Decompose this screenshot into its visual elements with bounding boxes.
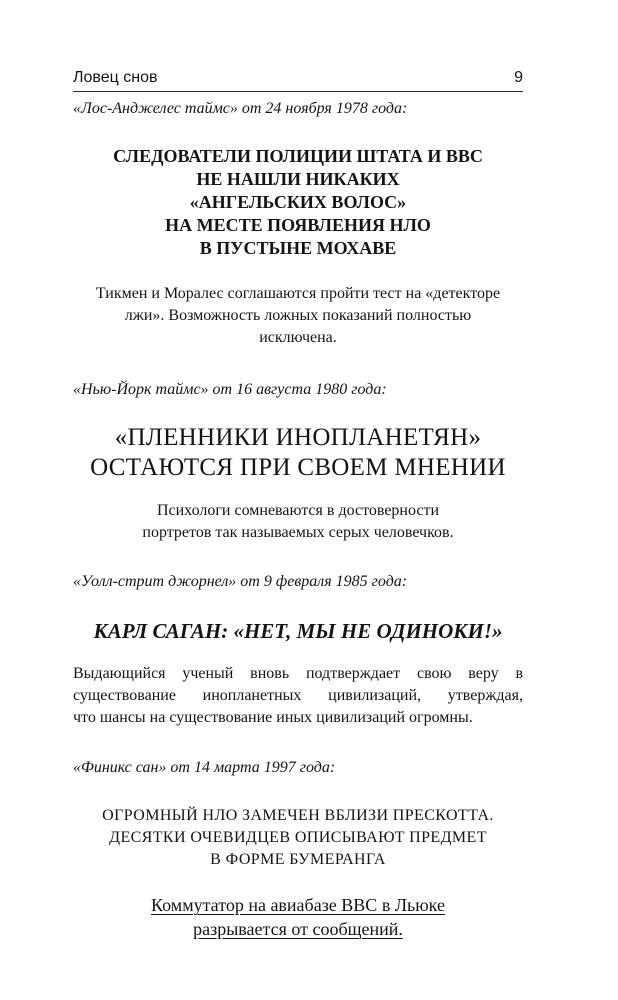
- headline-line: НА МЕСТЕ ПОЯВЛЕНИЯ НЛО: [165, 215, 431, 235]
- underlined-line: Коммутатор на авиабазе ВВС в Льюке: [151, 895, 445, 915]
- subtext-phoenix-sun: [73, 893, 523, 941]
- paragraph-line: существование инопланетных цивилизаций, утверждая,: [73, 687, 523, 704]
- subtext-line: Психологи сомневаются в достоверности: [156, 502, 440, 519]
- source-wsj: «Уолл-стрит джорнел» от 9 февраля 1985 года:: [73, 573, 408, 590]
- subtext-ny-times: [73, 500, 523, 544]
- subtext-line: лжи». Возможность ложных показаний полностью: [124, 307, 472, 324]
- subtext-line: Тикмен и Моралес соглашаются пройти тест на «детекторе: [95, 285, 501, 302]
- headline-line: НЕ НАШЛИ НИКАКИХ: [196, 169, 400, 189]
- headline-line: В ПУСТЫНЕ МОХАВЕ: [199, 238, 397, 258]
- headline-line: ОГРОМНЫЙ НЛО ЗАМЕЧЕН ВБЛИЗИ ПРЕСКОТТА.: [102, 807, 494, 824]
- running-header: [73, 68, 523, 92]
- subtext-line: исключена.: [259, 329, 337, 346]
- book-page: [73, 68, 523, 941]
- paragraph-wsj: [73, 663, 523, 729]
- paragraph-line: что шансы на существование иных цивилизаций огромны.: [73, 709, 473, 726]
- page-number: 9: [514, 69, 523, 86]
- headline-line: «АНГЕЛЬСКИХ ВОЛОС»: [189, 192, 407, 212]
- subtext-line: портретов так называемых серых человечков.: [142, 524, 454, 541]
- headline-phoenix-sun: [73, 805, 523, 871]
- headline-line: ДЕСЯТКИ ОЧЕВИДЦЕВ ОПИСЫВАЮТ ПРЕДМЕТ: [109, 829, 487, 846]
- paragraph-line: Выдающийся ученый вновь подтверждает свою веру в: [73, 665, 523, 682]
- source-la-times: «Лос-Анджелес таймс» от 24 ноября 1978 года:: [73, 100, 408, 117]
- headline-la-times: [73, 145, 523, 260]
- subtext-la-times: [73, 283, 523, 349]
- source-ny-times: «Нью-Йорк таймс» от 16 августа 1980 года:: [73, 381, 387, 398]
- headline-ny-times: [73, 423, 523, 483]
- headline-line: ОСТАЮТСЯ ПРИ СВОЕМ МНЕНИИ: [90, 454, 506, 481]
- headline-line: СЛЕДОВАТЕЛИ ПОЛИЦИИ ШТАТА И ВВС: [113, 146, 483, 166]
- book-title: Ловец снов: [73, 69, 158, 86]
- source-phoenix-sun: «Финикс сан» от 14 марта 1997 года:: [73, 759, 336, 776]
- headline-line: В ФОРМЕ БУМЕРАНГА: [210, 851, 386, 868]
- headline-wsj: КАРЛ САГАН: «НЕТ, МЫ НЕ ОДИНОКИ!»: [93, 619, 503, 643]
- underlined-line: разрывается от сообщений.: [193, 919, 403, 939]
- headline-line: «ПЛЕННИКИ ИНОПЛАНЕТЯН»: [114, 424, 482, 451]
